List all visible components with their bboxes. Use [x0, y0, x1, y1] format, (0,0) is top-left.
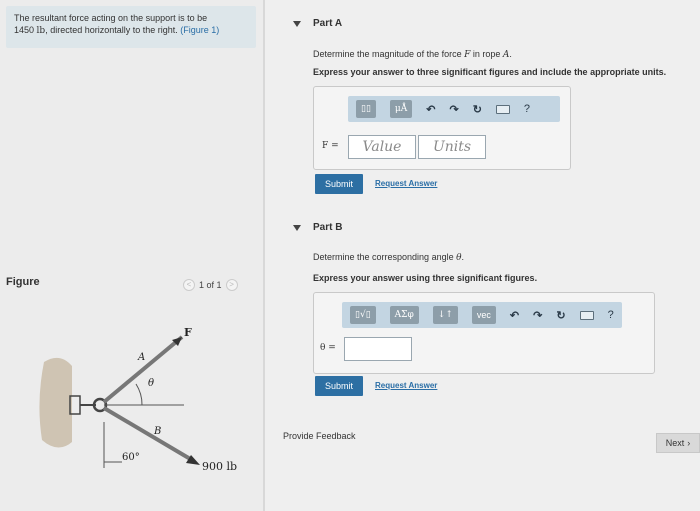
problem-statement [6, 6, 256, 48]
reset-icon[interactable]: ↻ [556, 309, 566, 322]
provide-feedback-link[interactable]: Provide Feedback [283, 431, 356, 441]
label-f: F [184, 326, 192, 339]
next-figure-icon[interactable]: > [226, 279, 238, 291]
label-theta: θ [148, 378, 155, 389]
chevron-right-icon: › [687, 438, 691, 448]
figure-pager [183, 279, 238, 291]
part-b-title: Part B [313, 222, 343, 233]
help-icon[interactable]: ? [523, 103, 531, 115]
redo-icon[interactable]: ↷ [449, 103, 459, 116]
collapse-triangle-icon[interactable] [293, 225, 301, 231]
part-a-toolbar [348, 96, 560, 122]
part-a-title: Part A [313, 18, 343, 29]
units-button[interactable]: μÅ [390, 100, 412, 118]
part-a-answer-box [313, 86, 571, 170]
left-panel [0, 0, 263, 511]
keyboard-icon[interactable] [580, 311, 594, 320]
label-a: A [138, 352, 146, 363]
vec-button[interactable]: vec [472, 306, 496, 324]
help-icon[interactable]: ? [607, 309, 614, 321]
label-angle: 60° [122, 452, 140, 463]
templates-button[interactable]: ▯√▯ [350, 306, 376, 324]
part-b-instruction: Express your answer using three significant figures. [313, 273, 538, 283]
part-a-header[interactable] [293, 18, 342, 29]
undo-icon[interactable]: ↶ [426, 103, 436, 116]
undo-icon[interactable]: ↶ [509, 309, 520, 322]
prev-figure-icon[interactable]: < [183, 279, 195, 291]
part-b-request-answer-link[interactable]: Request Answer [375, 381, 438, 390]
rope-a [104, 337, 182, 402]
part-a-submit-button[interactable]: Submit [315, 174, 363, 194]
figure-diagram [34, 322, 264, 492]
figure-link[interactable]: (Figure 1) [180, 25, 220, 35]
theta-arc [136, 384, 142, 405]
reset-icon[interactable]: ↻ [472, 103, 482, 116]
label-b: B [154, 426, 162, 437]
support-diagram [34, 322, 264, 492]
problem-line-1: The resultant force acting on the support is to be [14, 13, 208, 23]
part-b-submit-button[interactable]: Submit [315, 376, 363, 396]
keyboard-icon[interactable] [496, 105, 510, 114]
part-b-answer-box [313, 292, 655, 374]
f-equals-label: F = [322, 141, 339, 151]
right-panel [265, 0, 700, 511]
label-load: 900 lb [202, 460, 238, 473]
part-a-instruction: Express your answer to three significant figures and include the appropriate units. [313, 67, 667, 77]
redo-icon[interactable]: ↷ [533, 309, 543, 322]
part-b-header[interactable] [293, 222, 342, 233]
part-b-toolbar [342, 302, 622, 328]
units-input[interactable]: Units [418, 135, 486, 159]
theta-input[interactable] [344, 337, 412, 361]
part-a-prompt: Determine the magnitude of the force F in rope A. [313, 49, 512, 60]
templates-button[interactable]: ▯▯ [356, 100, 376, 118]
next-label: Next [665, 438, 685, 448]
figure-page-count: 1 of 1 [199, 280, 222, 290]
part-b-prompt: Determine the corresponding angle θ. [313, 252, 465, 263]
rope-b [104, 408, 192, 460]
arrows-button[interactable]: ↓↑ [433, 306, 458, 324]
collapse-triangle-icon[interactable] [293, 21, 301, 27]
wall-support [39, 358, 72, 448]
problem-line-2: 1450 lb, directed horizontally to the right. (Figure 1) [14, 25, 220, 36]
part-a-request-answer-link[interactable]: Request Answer [375, 179, 438, 188]
figure-title: Figure [6, 276, 40, 288]
greek-button[interactable]: ΑΣφ [390, 306, 419, 324]
next-button[interactable] [656, 433, 700, 453]
value-input[interactable]: Value [348, 135, 416, 159]
theta-equals-label: θ = [320, 343, 336, 353]
